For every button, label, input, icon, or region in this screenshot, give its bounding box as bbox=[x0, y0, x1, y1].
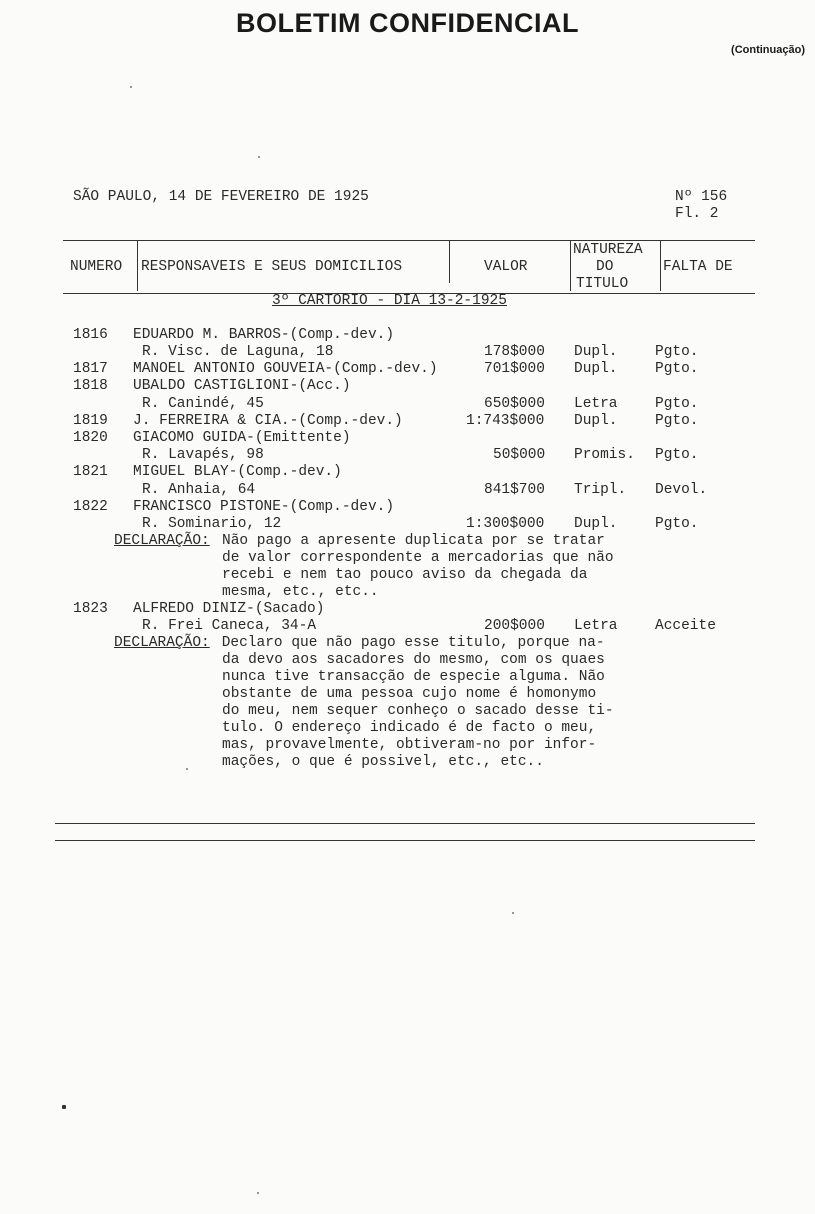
entry-falta: Pgto. bbox=[655, 344, 699, 360]
entry-natureza: Promis. bbox=[574, 447, 635, 463]
declaracao-text: Não pago a apresente duplicata por se tratar bbox=[222, 533, 605, 549]
entry-falta: Pgto. bbox=[655, 361, 699, 377]
entry-address: R. Sominario, 12 bbox=[142, 516, 282, 532]
entry-natureza: Dupl. bbox=[574, 413, 618, 429]
entry-name: FRANCISCO PISTONE-(Comp.-dev.) bbox=[133, 499, 395, 515]
entry-valor: 200$000 bbox=[484, 618, 545, 634]
declaracao-text: recebi e nem tao pouco aviso da chegada da bbox=[222, 567, 588, 583]
column-divider bbox=[449, 241, 450, 283]
entry-number: 1816 bbox=[73, 327, 108, 343]
entry-falta: Pgto. bbox=[655, 396, 699, 412]
entry-name: MANOEL ANTONIO GOUVEIA-(Comp.-dev.) bbox=[133, 361, 438, 377]
scan-speck bbox=[258, 156, 260, 158]
entry-falta: Devol. bbox=[655, 482, 708, 498]
place-date: SÃO PAULO, 14 DE FEVEREIRO DE 1925 bbox=[73, 189, 369, 205]
column-header-falta: FALTA DE bbox=[663, 259, 733, 275]
column-divider bbox=[137, 241, 138, 291]
entry-name: ALFREDO DINIZ-(Sacado) bbox=[133, 601, 325, 617]
column-divider bbox=[660, 241, 661, 291]
entry-valor: 1:300$000 bbox=[466, 516, 545, 532]
declaracao-label: DECLARAÇÃO: bbox=[114, 533, 210, 549]
declaracao-text: tulo. O endereço indicado é de facto o meu, bbox=[222, 720, 597, 736]
entry-falta: Pgto. bbox=[655, 447, 699, 463]
declaracao-text: Declaro que não pago esse titulo, porque na- bbox=[213, 635, 605, 651]
declaracao-text: mas, provavelmente, obtiveram-no por infor- bbox=[222, 737, 597, 753]
entry-name: UBALDO CASTIGLIONI-(Acc.) bbox=[133, 378, 351, 394]
entry-natureza: Dupl. bbox=[574, 344, 618, 360]
declaracao-text: mações, o que é possivel, etc., etc.. bbox=[222, 754, 544, 770]
entry-number: 1823 bbox=[73, 601, 108, 617]
entry-natureza: Letra bbox=[574, 618, 618, 634]
entry-address: R. Visc. de Laguna, 18 bbox=[142, 344, 334, 360]
scan-speck bbox=[62, 1105, 66, 1109]
bulletin-number: Nº 156 bbox=[675, 189, 728, 205]
declaracao-text: obstante de uma pessoa cujo nome é homonymo bbox=[222, 686, 597, 702]
entry-number: 1820 bbox=[73, 430, 108, 446]
column-header-natureza-do: DO bbox=[596, 259, 614, 275]
section-heading: 3º CARTORIO - DIA 13-2-1925 bbox=[272, 293, 507, 309]
entry-number: 1819 bbox=[73, 413, 108, 429]
entry-number: 1818 bbox=[73, 378, 108, 394]
declaracao-text: mesma, etc., etc.. bbox=[222, 584, 379, 600]
column-header-numero: NUMERO bbox=[70, 259, 123, 275]
column-header-valor: VALOR bbox=[484, 259, 528, 275]
entry-natureza: Dupl. bbox=[574, 361, 618, 377]
entry-valor: 701$000 bbox=[484, 361, 545, 377]
entry-falta: Pgto. bbox=[655, 516, 699, 532]
header-top-rule bbox=[63, 240, 755, 241]
column-divider bbox=[570, 241, 571, 291]
declaracao-label: DECLARAÇÃO: bbox=[114, 635, 210, 651]
entry-valor: 650$000 bbox=[484, 396, 545, 412]
entry-valor: 1:743$000 bbox=[466, 413, 545, 429]
entry-natureza: Dupl. bbox=[574, 516, 618, 532]
declaracao-text: de valor correspondente a mercadorias que não bbox=[222, 550, 614, 566]
entry-number: 1822 bbox=[73, 499, 108, 515]
entry-falta: Acceite bbox=[655, 618, 716, 634]
entry-address: R. Anhaia, 64 bbox=[142, 482, 256, 498]
declaracao-text: nunca tive transacção de especie alguma. Não bbox=[222, 669, 605, 685]
entry-natureza: Tripl. bbox=[574, 482, 627, 498]
declaracao-text: do meu, nem sequer conheço o sacado desse ti- bbox=[222, 703, 614, 719]
entry-valor: 841$700 bbox=[484, 482, 545, 498]
entry-name: J. FERREIRA & CIA.-(Comp.-dev.) bbox=[133, 413, 403, 429]
closing-rule bbox=[55, 823, 755, 824]
document-title: BOLETIM CONFIDENCIAL bbox=[236, 8, 579, 38]
column-header-responsaveis: RESPONSAVEIS E SEUS DOMICILIOS bbox=[141, 259, 403, 275]
scan-speck bbox=[257, 1192, 259, 1194]
entry-number: 1817 bbox=[73, 361, 108, 377]
entry-valor: 178$000 bbox=[484, 344, 545, 360]
entry-address: R. Frei Caneca, 34-A bbox=[142, 618, 317, 634]
sheet-number: Fl. 2 bbox=[675, 206, 719, 222]
column-header-natureza: NATUREZA bbox=[573, 242, 643, 258]
entry-falta: Pgto. bbox=[655, 413, 699, 429]
entry-name: GIACOMO GUIDA-(Emittente) bbox=[133, 430, 351, 446]
entry-valor: 50$000 bbox=[493, 447, 546, 463]
entry-name: EDUARDO M. BARROS-(Comp.-dev.) bbox=[133, 327, 395, 343]
entry-number: 1821 bbox=[73, 464, 108, 480]
scan-speck bbox=[186, 768, 188, 770]
entry-natureza: Letra bbox=[574, 396, 618, 412]
closing-rule bbox=[55, 840, 755, 841]
continuation-label: (Continuação) bbox=[731, 44, 805, 56]
scan-speck bbox=[512, 912, 514, 914]
column-header-natureza-titulo: TITULO bbox=[576, 276, 629, 292]
scan-speck bbox=[130, 86, 132, 88]
entry-address: R. Lavapés, 98 bbox=[142, 447, 264, 463]
entry-name: MIGUEL BLAY-(Comp.-dev.) bbox=[133, 464, 342, 480]
entry-address: R. Canindé, 45 bbox=[142, 396, 264, 412]
declaracao-text: da devo aos sacadores do mesmo, com os quaes bbox=[222, 652, 605, 668]
